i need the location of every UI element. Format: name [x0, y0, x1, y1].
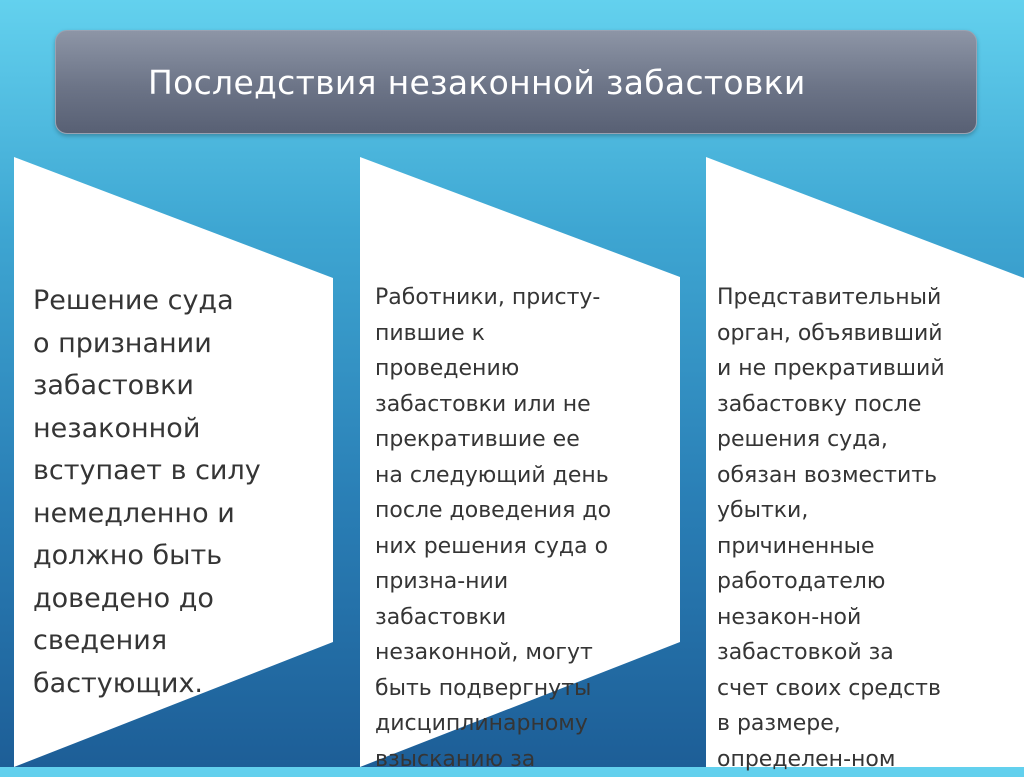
slide-title: Последствия незаконной забастовки	[148, 62, 806, 102]
column-2-text: Работники, присту- пившие к проведению забастовки или не прекратившие ее на следующий день после доведения до них решения суда о призна-нии забастовки незаконной, могут быть подвергнуты дисциплинарному взысканию за	[375, 285, 612, 772]
column-3-text: Представительный орган, объявивший и не прекративший забастовку после решения суда, обязан возместить убытки, причиненные работодателю незакон-ной забастовкой за счет своих средств в размере, определен-ном	[717, 285, 945, 772]
column-1-text: Решение суда о признании забастовки незаконной вступает в силу немедленно и должно быть доведено до сведения бастующих.	[33, 285, 261, 699]
title-banner	[55, 30, 977, 134]
